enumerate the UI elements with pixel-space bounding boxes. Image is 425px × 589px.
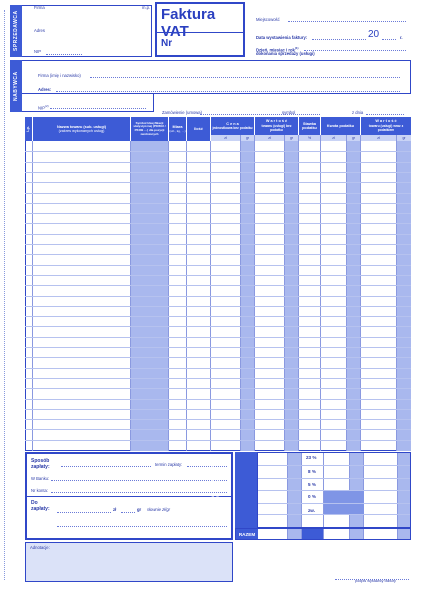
table-row bbox=[25, 275, 411, 276]
miejscowosc-label: Miejscowość bbox=[256, 17, 280, 22]
payment-zl-line[interactable] bbox=[57, 512, 111, 513]
razem-col-brutto-zl bbox=[364, 529, 398, 539]
dokonania-label: dokonania sprzedaży (usługi) bbox=[256, 51, 315, 56]
header-symbol: Symbol klasyfikacji statystycznej (PKWiU / PKOB …) dla pozycji zwolnionych bbox=[131, 117, 169, 141]
header-ilosc: Ilość bbox=[187, 117, 211, 141]
header-stawka: Stawka podatku bbox=[299, 117, 321, 135]
header-wartosc-brutto: W a r t o ś ć towaru (usługi) wraz z podatkiem bbox=[361, 117, 411, 135]
sub-stawka-pct: % bbox=[299, 135, 321, 141]
summary-band: Zestawienie sprzedaży wg stawek podatku bbox=[235, 452, 257, 528]
payment-slownie-line[interactable] bbox=[57, 526, 227, 527]
sum-rate-5: 5 % bbox=[308, 482, 316, 487]
order-row bbox=[156, 96, 411, 115]
razem-col-wartosc-gr bbox=[288, 529, 302, 539]
signature-label: podpis wystawcy faktury bbox=[355, 579, 396, 583]
invoice-title: Faktura VAT bbox=[161, 6, 216, 40]
signature-area[interactable] bbox=[235, 542, 411, 582]
buyer-adres-label: Adres: bbox=[38, 87, 52, 92]
buyer-nip-box bbox=[22, 94, 154, 112]
title-divider bbox=[157, 32, 243, 33]
sub-cena-zl: zł bbox=[211, 135, 241, 141]
table-row bbox=[25, 234, 411, 235]
summary-box bbox=[211, 452, 411, 540]
razem-col-kwota-zl bbox=[324, 529, 350, 539]
summary-grid bbox=[257, 452, 411, 528]
table-row bbox=[25, 223, 411, 224]
order-zamowienie-label: Zamówienie (umowa) bbox=[162, 110, 203, 115]
buyer-nip-line[interactable] bbox=[50, 108, 146, 109]
sub-kwota-gr: gr bbox=[347, 135, 361, 141]
sub-brutto-gr: gr bbox=[397, 135, 411, 141]
header-miara: Miara (szt., kg, …) bbox=[169, 117, 187, 141]
data-wystawienia-line[interactable] bbox=[312, 39, 366, 40]
table-row bbox=[25, 347, 411, 348]
payment-zl-label: zł bbox=[113, 507, 117, 512]
buyer-adres-line[interactable] bbox=[56, 91, 400, 92]
year-suffix: r. bbox=[400, 35, 403, 40]
payment-dozaplaty-label: Do zapłaty: bbox=[31, 500, 50, 512]
left-margin-strip bbox=[4, 10, 8, 580]
table-row bbox=[25, 265, 411, 266]
buyer-box bbox=[22, 60, 411, 94]
sum-rate-23: 23 % bbox=[306, 455, 317, 460]
header-wartosc: W a r t o ś ć towaru (usługi) bez podatku bbox=[255, 117, 299, 135]
table-row bbox=[25, 409, 411, 410]
miejscowosc-line[interactable] bbox=[288, 21, 406, 22]
payment-divider bbox=[27, 496, 231, 497]
adnotacje-box[interactable] bbox=[25, 542, 233, 582]
table-row bbox=[25, 399, 411, 400]
order-zdnia-line[interactable] bbox=[366, 114, 404, 115]
seller-adres-label: Adres bbox=[34, 28, 45, 33]
payment-sposob-label: Sposób zapłaty: bbox=[31, 458, 50, 470]
order-symbol-label: symbol bbox=[282, 110, 296, 115]
buyer-firma-label: Firma (imię i nazwisko) bbox=[38, 73, 81, 78]
year-line[interactable] bbox=[382, 39, 396, 40]
buyer-band: NABYWCA bbox=[10, 60, 22, 112]
table-row bbox=[25, 213, 411, 214]
table-row bbox=[25, 182, 411, 183]
sub-wartosc-zl: zł bbox=[255, 135, 285, 141]
sum-row-line-4 bbox=[258, 503, 410, 504]
razem-label: RAZEM bbox=[236, 529, 258, 539]
table-row bbox=[25, 254, 411, 255]
payment-konto-line[interactable] bbox=[51, 492, 227, 493]
sum-zero-rate-fill bbox=[324, 490, 364, 514]
title-box bbox=[155, 2, 245, 57]
razem-col-wartosc-zl bbox=[258, 529, 288, 539]
razem-col-brutto-gr bbox=[398, 529, 410, 539]
header-cena: C e n a jednostkowa bez podatku bbox=[211, 117, 255, 135]
seller-mp-label: m.p. bbox=[142, 5, 151, 10]
table-row bbox=[25, 151, 411, 152]
table-row bbox=[25, 244, 411, 245]
table-row bbox=[25, 388, 411, 389]
table-row bbox=[25, 440, 411, 441]
dzien-line[interactable] bbox=[304, 50, 406, 51]
sub-cena-gr: gr bbox=[241, 135, 255, 141]
right-info bbox=[252, 5, 412, 57]
table-row bbox=[25, 203, 411, 204]
payment-termin-label: termin zapłaty: bbox=[155, 462, 183, 467]
sum-rate-0: 0 % bbox=[308, 494, 316, 499]
table-row bbox=[25, 368, 411, 369]
sum-rate-8: 8 % bbox=[308, 469, 316, 474]
sum-row-line-2 bbox=[258, 478, 410, 479]
payment-konto-label: Nr konta: bbox=[31, 488, 48, 493]
sum-row-line-3 bbox=[258, 490, 410, 491]
data-wystawienia-label: Data wystawienia faktury: bbox=[256, 35, 308, 40]
order-zdnia-label: z dnia bbox=[352, 110, 364, 115]
table-header bbox=[25, 117, 411, 141]
payment-box bbox=[25, 452, 233, 540]
adnotacje-label: Adnotacje: bbox=[30, 545, 50, 550]
invoice-nr-label: Nr bbox=[161, 38, 173, 49]
table-row bbox=[25, 306, 411, 307]
seller-nip-line[interactable] bbox=[46, 54, 82, 55]
table-row bbox=[25, 285, 411, 286]
sub-kwota-zl: zł bbox=[321, 135, 347, 141]
razem-col-stawka bbox=[302, 529, 324, 539]
payment-gr-label: gr bbox=[137, 507, 142, 512]
sum-row-line-1 bbox=[258, 465, 410, 466]
year-prefix: 20 bbox=[368, 29, 380, 40]
table-row bbox=[25, 162, 411, 163]
header-kwota: Kwota podatku bbox=[321, 117, 361, 135]
sum-rate-zw: zw. bbox=[308, 508, 315, 513]
table-row bbox=[25, 378, 411, 379]
dzien-label: Dzień, miesiąc i rok$^{(1)}$ bbox=[256, 46, 299, 53]
header-lp: Lp. bbox=[25, 117, 33, 141]
order-symbol-line[interactable] bbox=[200, 114, 320, 115]
payment-gr-line[interactable] bbox=[121, 512, 135, 513]
razem-col-kwota-gr bbox=[350, 529, 364, 539]
table-row bbox=[25, 337, 411, 338]
table-row bbox=[25, 326, 411, 327]
sub-brutto-zl: zł bbox=[361, 135, 397, 141]
table-row bbox=[25, 419, 411, 420]
seller-firma-label: Firma bbox=[34, 5, 45, 10]
sub-wartosc-gr: gr bbox=[285, 135, 299, 141]
table-row bbox=[25, 429, 411, 430]
payment-slownie-label: słownie zł/gr bbox=[147, 507, 171, 512]
header-nazwa: Nazwa towaru (sub. usługi) (zakres wykonanych usług) bbox=[33, 117, 131, 141]
invoice-nr-field[interactable] bbox=[179, 36, 239, 52]
sum-row-line-5 bbox=[258, 514, 410, 515]
table-row bbox=[25, 172, 411, 173]
razem-row bbox=[235, 528, 411, 540]
payment-bank-line[interactable] bbox=[51, 480, 227, 481]
seller-nip-label: NIP bbox=[34, 49, 41, 54]
payment-bank-label: W Banku: bbox=[31, 476, 50, 481]
table-row bbox=[25, 193, 411, 194]
payment-sposob-line[interactable] bbox=[61, 466, 151, 467]
buyer-firma-line[interactable] bbox=[90, 77, 400, 78]
table-row bbox=[25, 357, 411, 358]
table-row bbox=[25, 316, 411, 317]
buyer-nip-label: NIP$^{(2)}$ bbox=[38, 104, 49, 111]
seller-band: SPRZEDAWCA bbox=[10, 5, 22, 57]
seller-box bbox=[22, 5, 152, 57]
table-row bbox=[25, 296, 411, 297]
